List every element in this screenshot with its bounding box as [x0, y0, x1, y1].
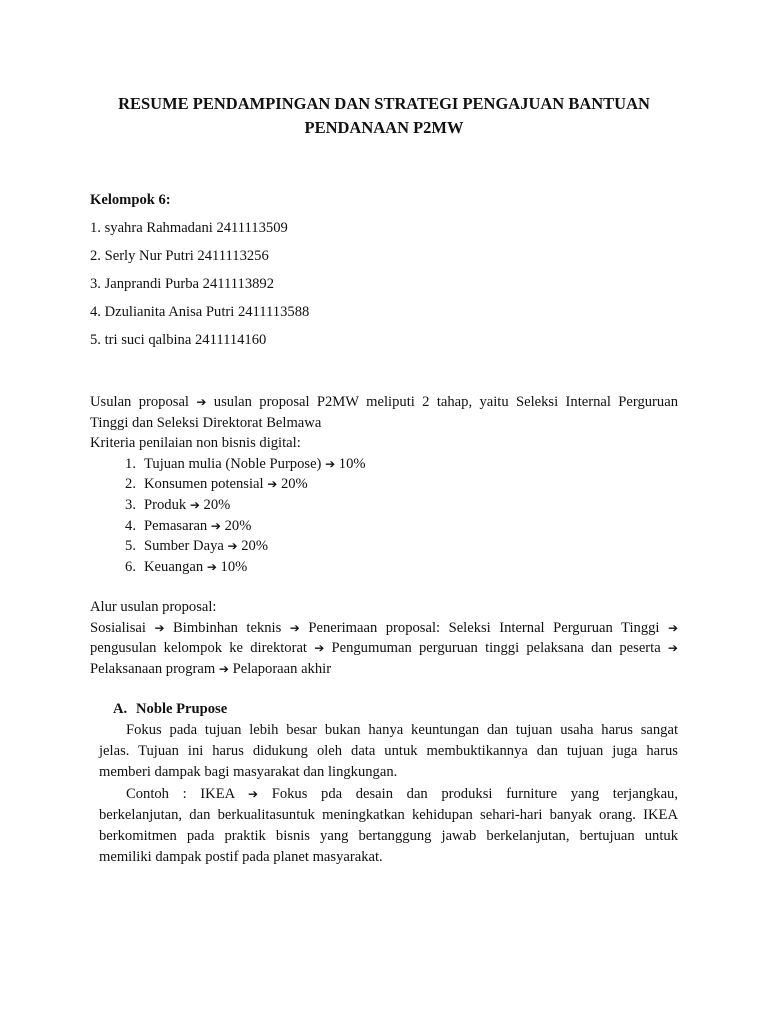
arrow-icon: ➔: [154, 620, 165, 635]
proposal-description: usulan proposal P2MW meliputi 2 tahap, yaitu Seleksi Internal Perguruan: [213, 394, 678, 410]
criteria-number: 5.: [125, 538, 136, 555]
title-line-2: PENDANAAN P2MW: [304, 118, 464, 137]
document-title: [90, 92, 678, 140]
section-title: Noble Prupose: [136, 701, 228, 717]
criteria-item: [90, 474, 678, 495]
criteria-item: [90, 495, 678, 516]
flow-step: pengusulan kelompok ke direktorat: [90, 640, 307, 657]
proposal-term: Usulan proposal: [90, 394, 189, 410]
section-heading: [113, 699, 227, 719]
flow-line-3: [90, 659, 678, 680]
member-item: 3. Janprandi Purba 2411113892: [90, 276, 275, 292]
arrow-icon: ➔: [667, 641, 678, 656]
criteria-number: 1.: [125, 455, 136, 472]
group-heading: Kelompok 6:: [90, 192, 171, 208]
criteria-number: 6.: [125, 558, 136, 575]
criteria-weight: 20%: [224, 517, 252, 534]
flow-step: Pelaporaan akhir: [232, 660, 332, 677]
criteria-name: Pemasaran: [144, 517, 208, 534]
criteria-name: Keuangan: [144, 558, 204, 575]
arrow-icon: ➔: [210, 518, 221, 533]
member-item: 5. tri suci qalbina 2411114160: [90, 332, 267, 348]
flow-heading: Alur usulan proposal:: [90, 599, 217, 615]
criteria-name: Produk: [144, 496, 187, 513]
proposal-line-2: Tinggi dan Seleksi Direktorat Belmawa: [90, 414, 322, 431]
arrow-icon: ➔: [248, 786, 259, 801]
criteria-heading: Kriteria penilaian non bisnis digital:: [90, 435, 301, 452]
member-item: 4. Dzulianita Anisa Putri 2411113588: [90, 304, 310, 320]
criteria-number: 2.: [125, 476, 136, 493]
criteria-item: [90, 454, 678, 475]
criteria-weight: 20%: [280, 476, 308, 493]
arrow-icon: ➔: [206, 559, 217, 574]
proposal-line-1: [90, 392, 678, 413]
flow-line-1: [90, 618, 678, 639]
paragraph-line: berkomitmen pada praktik bisnis yang bertanggung jawab berkelanjutan, bertujuan untuk: [99, 828, 678, 845]
arrow-icon: ➔: [325, 456, 336, 471]
criteria-item: [90, 536, 678, 557]
section-body: [99, 720, 678, 868]
criteria-list: [90, 454, 678, 578]
example-label: Contoh : IKEA: [126, 785, 235, 802]
title-line-1: RESUME PENDAMPINGAN DAN STRATEGI PENGAJUAN BANTUAN: [118, 94, 650, 113]
paragraph-text: Fokus pda desain dan produksi furniture yang terjangkau,: [271, 785, 679, 802]
paragraph-line: [99, 720, 678, 741]
criteria-weight: 10%: [338, 455, 366, 472]
paragraph-line: memiliki dampak postif pada planet masyarakat.: [99, 849, 383, 866]
criteria-weight: 10%: [220, 558, 248, 575]
flow-step: Bimbinhan teknis: [173, 619, 282, 636]
criteria-name: Sumber Daya: [144, 538, 224, 555]
arrow-icon: ➔: [218, 661, 229, 676]
flow-step: Pengumuman perguruan tinggi pelaksana dan peserta: [331, 640, 661, 657]
member-item: 1. syahra Rahmadani 2411113509: [90, 220, 288, 236]
criteria-number: 4.: [125, 517, 136, 534]
member-item: 2. Serly Nur Putri 2411113256: [90, 248, 269, 264]
paragraph-text: Fokus pada tujuan lebih besar bukan hanya keuntungan dan tujuan usaha harus sangat: [126, 722, 678, 738]
arrow-icon: ➔: [196, 395, 207, 409]
arrow-icon: ➔: [227, 539, 238, 554]
paragraph-line: jelas. Tujuan ini harus didukung oleh data untuk membuktikannya dan tujuan juga harus: [99, 743, 678, 760]
arrow-icon: ➔: [667, 620, 679, 635]
arrow-icon: ➔: [267, 477, 278, 492]
proposal-section: [90, 392, 678, 577]
arrow-icon: ➔: [314, 641, 325, 656]
arrow-icon: ➔: [189, 497, 200, 512]
paragraph-line: [99, 784, 678, 805]
paragraph-line: memberi dampak bagi masyarakat dan lingkungan.: [99, 764, 398, 781]
criteria-weight: 20%: [241, 538, 268, 555]
flow-section: [90, 597, 678, 679]
criteria-item: [90, 516, 678, 537]
flow-step: Penerimaan proposal: Seleksi Internal Perguruan Tinggi: [308, 619, 660, 636]
section-letter: A.: [113, 701, 128, 717]
flow-line-2: [90, 638, 678, 659]
criteria-name: Tujuan mulia (Noble Purpose): [144, 455, 322, 472]
criteria-number: 3.: [125, 496, 136, 513]
criteria-item: [90, 557, 678, 578]
flow-step: Pelaksanaan program: [90, 660, 216, 677]
member-list: [90, 218, 678, 358]
arrow-icon: ➔: [289, 620, 300, 635]
paragraph-line: berkelanjutan, dan berkualitasuntuk meningkatkan kehidupan sehari-hari banyak orang. IKEA: [99, 806, 678, 823]
criteria-weight: 20%: [203, 496, 231, 513]
flow-step: Sosialisai: [90, 619, 146, 636]
criteria-name: Konsumen potensial: [144, 476, 264, 493]
